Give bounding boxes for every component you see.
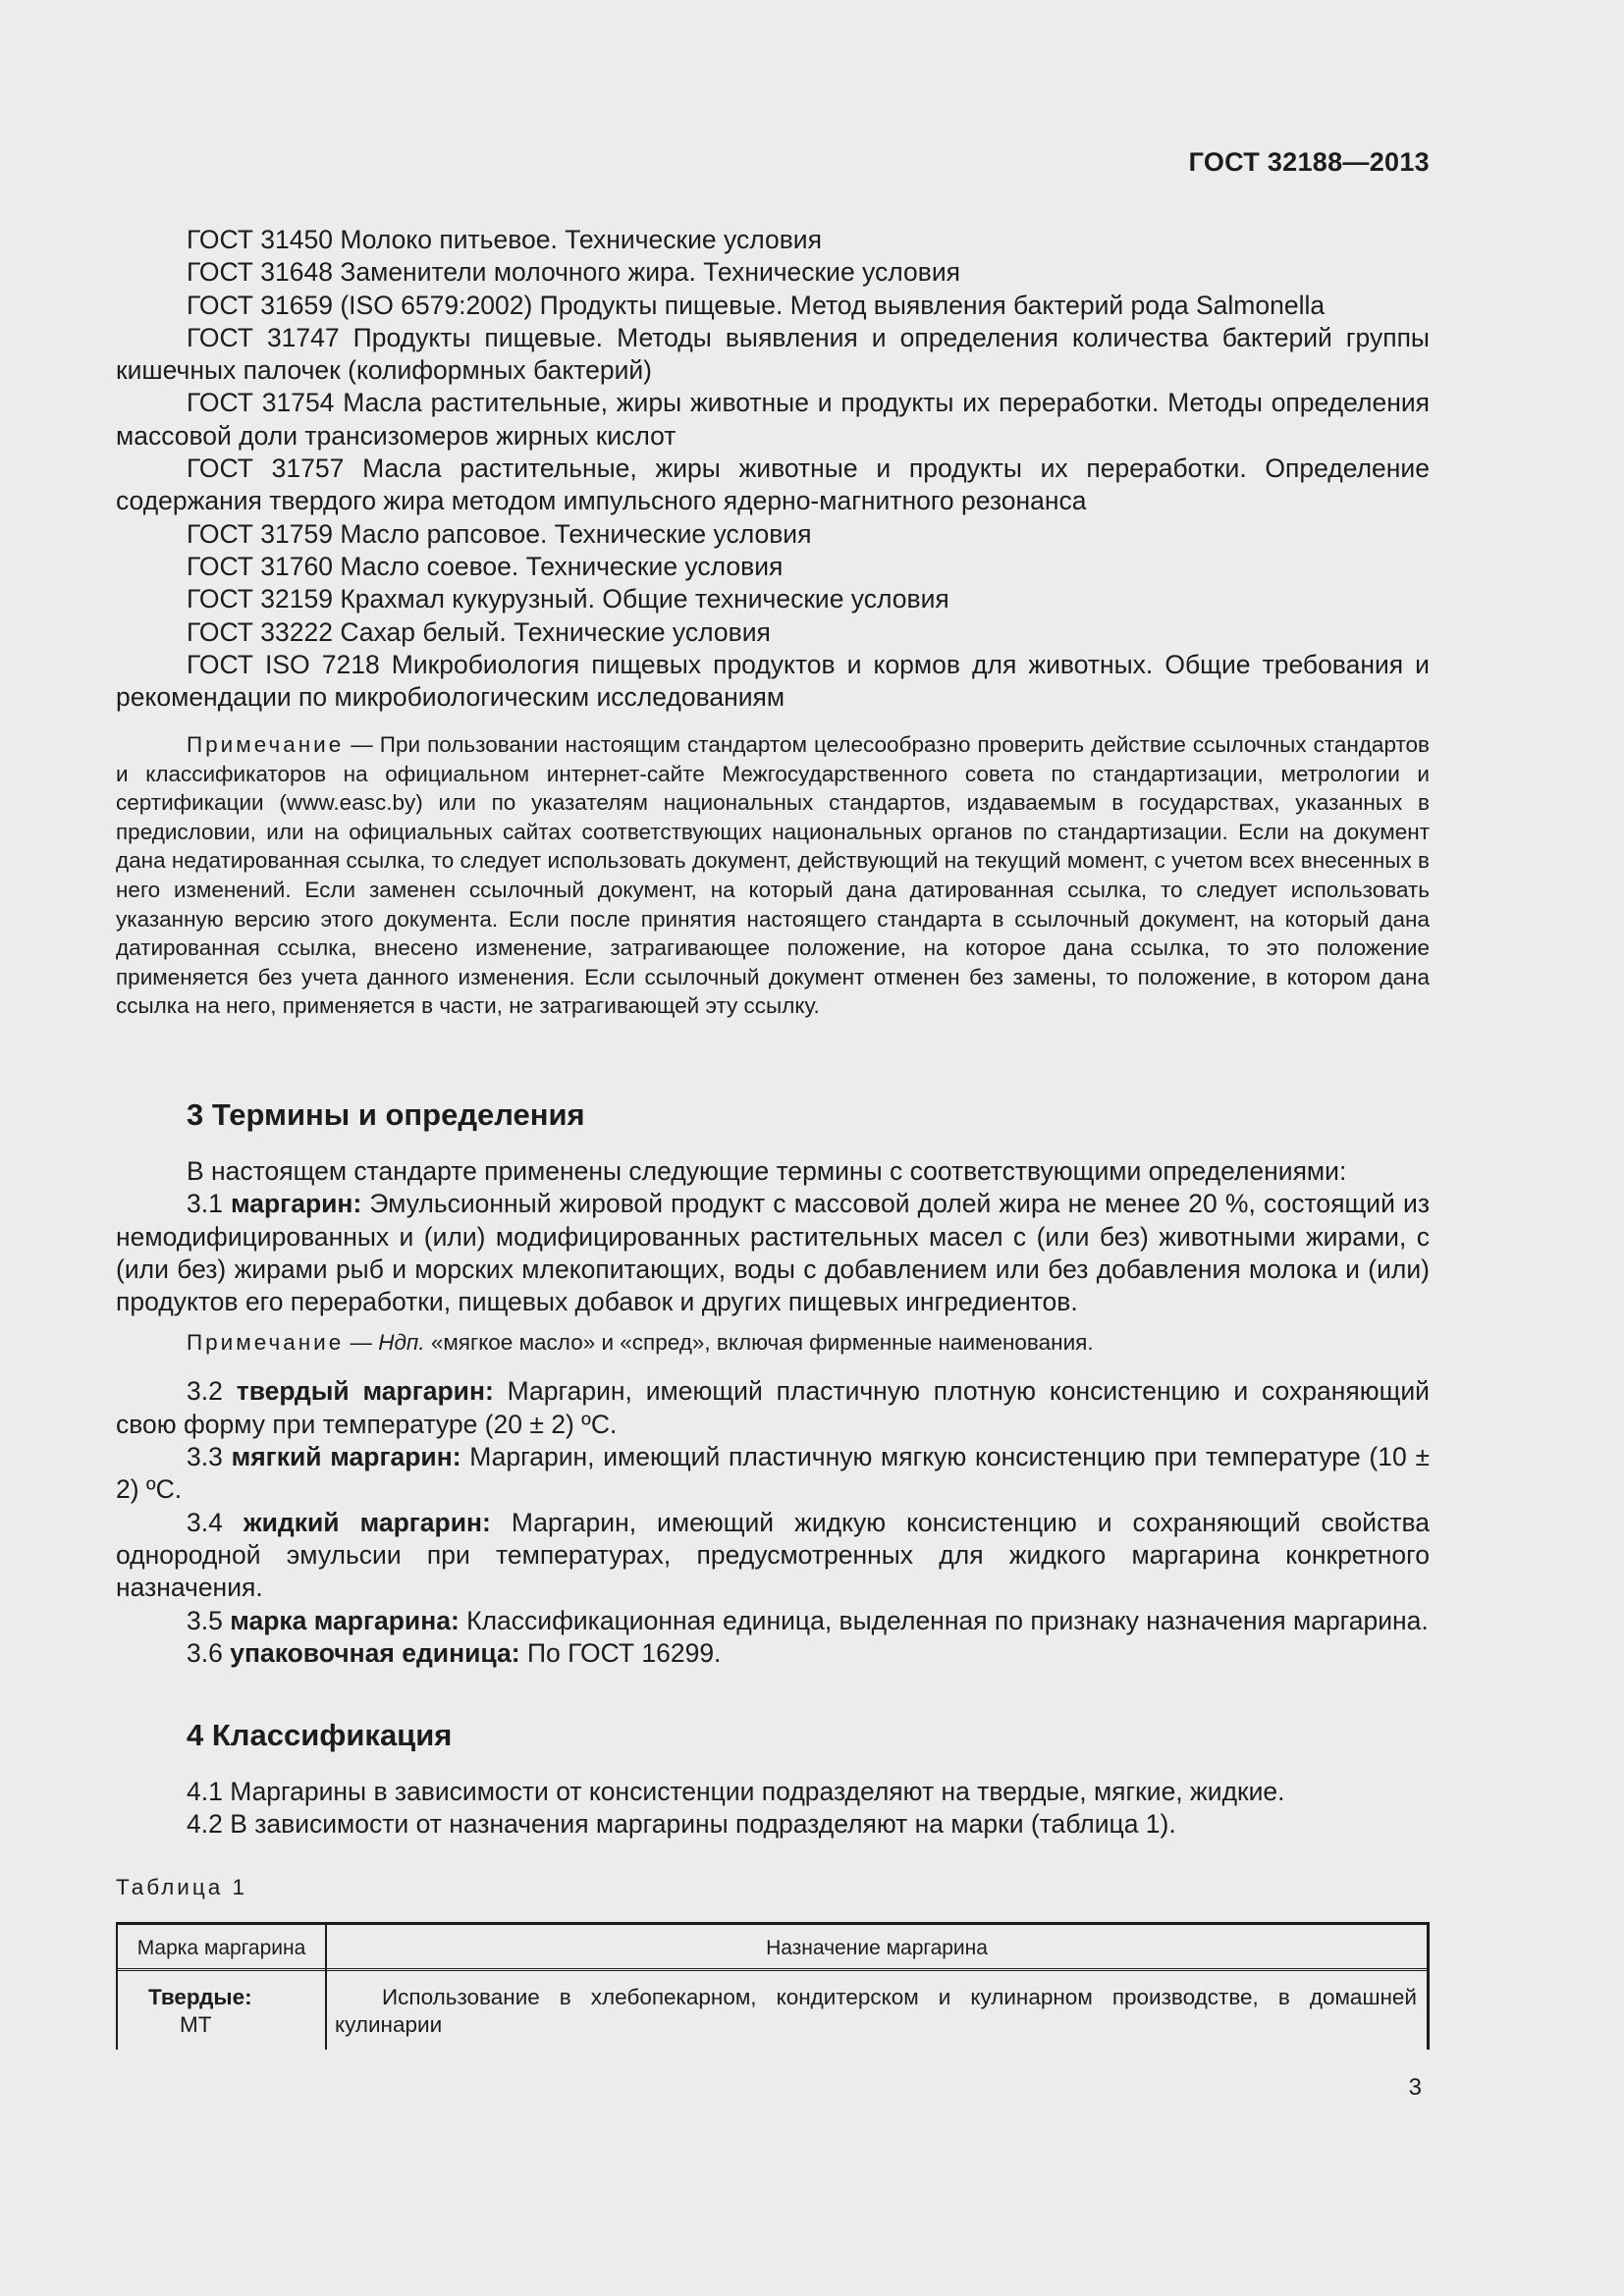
term-3-4: 3.4 жидкий маргарин: Маргарин, имеющий жидкую консистенцию и сохраняющий свойства однородной эмульсии при температурах, предусмотренных для жидкого маргарина конкретного назначения. [116,1507,1430,1603]
table-group-label: Твердые: [148,1985,252,2009]
table-cell-mark [118,1984,325,2039]
section-4-body [116,1776,1430,1842]
clause-4-2: 4.2 В зависимости от назначения маргарины подразделяют на марки (таблица 1). [187,1809,1176,1840]
references-note [116,730,1430,1021]
reference-item: ГОСТ 31450 Молоко питьевое. Технические условия [187,225,822,254]
reference-item: ГОСТ 31747 Продукты пищевые. Методы выявления и определения количества бактерий группы кишечных палочек (колиформных бактерий) [116,322,1430,386]
note-text: — При пользовании настоящим стандартом целесообразно проверить действие ссылочных стандартов и классификаторов на официальном интернет-сайте Межгосударственного совета по стандартизации, метрологии и сертификации (www.easc.by) или по указателям национальных стандартов, издаваемым в государствах, указанных в предисловии, или на официальных сайтах соответствующих национальных органов по стандартизации. Если на документ дана недатированная ссылка, то следует использовать документ, действующий на текущий момент, с учетом всех внесенных в него изменений. Если заменен ссылочный документ, на который дана датированная ссылка, то следует использовать указанную версию этого документа. Если после принятия настоящего стандарта в ссылочный документ, на который дана датированная ссылка, внесено изменение, затрагивающее положение, на которое дана ссылка, то это положение применяется без учета данного изменения. Если ссылочный документ отменен без замены, то положение, в котором дана ссылка на него, применяется в части, не затрагивающей эту ссылку. [116,732,1430,1019]
section-3-intro: В настоящем стандарте применены следующие термины с соответствующими определениями: [187,1156,1347,1186]
table-caption: Таблица 1 [116,1875,247,1899]
reference-item: ГОСТ ISO 7218 Микробиология пищевых продуктов и кормов для животных. Общие требования и рекомендации по микробиологическим исследованиям [116,649,1430,713]
table-1 [116,1922,1430,2050]
reference-item: ГОСТ 33222 Сахар белый. Технические условия [187,616,771,647]
reference-item: ГОСТ 31659 (ISO 6579:2002) Продукты пищевые. Метод выявления бактерий рода Salmonella [187,290,1326,320]
section-3-body [116,1155,1430,1670]
table-header-cell: Назначение маргарина [766,1937,988,1959]
reference-item: ГОСТ 31760 Масло соевое. Технические условия [187,551,784,581]
table-header-row [118,1925,1427,1971]
term-3-1: 3.1 маргарин: Эмульсионный жировой продукт с массовой долей жира не менее 20 %, состоящий из немодифицированных и (или) модифицированных растительных масел с (или без) животными жирами, с (или без) жирами рыб и морских млекопитающих, воды с добавлением или без добавления молока и (или) продуктов его переработки, пищевых добавок и других пищевых ингредиентов. [116,1189,1430,1317]
term-3-6: 3.6 упаковочная единица: По ГОСТ 16299. [187,1637,722,1668]
term-3-2: 3.2 твердый маргарин: Маргарин, имеющий пластичную плотную консистенцию и сохраняющий свою форму при температуре (20 ± 2) ºС. [116,1376,1430,1439]
table-mark-code: МТ [180,2012,212,2037]
table-cell-purpose: Использование в хлебопекарном, кондитерском и кулинарном производстве, в домашней кулинарии [335,1985,1417,2037]
section-4-heading: 4 Классификация [187,1718,453,1752]
reference-item: ГОСТ 31757 Масла растительные, жиры животные и продукты их переработки. Определение содержания твердого жира методом импульсного ядерно-магнитного резонанса [116,454,1430,516]
note-label: Примечание [187,732,345,757]
term-3-3: 3.3 мягкий маргарин: Маргарин, имеющий пластичную мягкую консистенцию при температуре (10 ± 2) ºС. [116,1442,1430,1505]
reference-item: ГОСТ 31759 Масло рапсовое. Технические условия [187,518,812,549]
reference-item: ГОСТ 32159 Крахмал кукурузный. Общие технические условия [187,584,949,614]
clause-4-1: 4.1 Маргарины в зависимости от консистенции подразделяют на твердые, мягкие, жидкие. [187,1777,1285,1806]
page-number: 3 [1408,2074,1422,2101]
term-3-1-note: Примечание — Ндп. «мягкое масло» и «спред», включая фирменные наименования. [187,1330,1094,1356]
document-code: ГОСТ 32188—2013 [1188,147,1430,177]
reference-item: ГОСТ 31648 Заменители молочного жира. Технические условия [187,257,960,288]
table-header-cell: Марка маргарина [136,1937,306,1959]
reference-item: ГОСТ 31754 Масла растительные, жиры животные и продукты их переработки. Методы определения массовой доли трансизомеров жирных кислот [116,388,1430,451]
section-3-heading: 3 Термины и определения [187,1097,585,1132]
term-3-5: 3.5 марка маргарина: Классификационная единица, выделенная по признаку назначения маргарина. [187,1605,1429,1635]
normative-references [116,224,1430,714]
